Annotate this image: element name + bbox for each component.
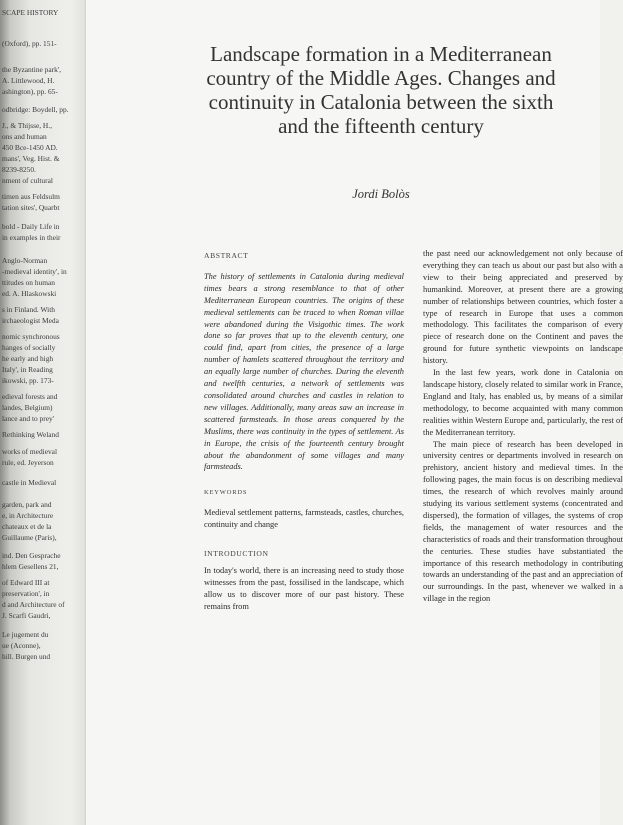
facing-page-text-fragment: irchaeologist Meda [2, 316, 59, 325]
facing-page-text-fragment: e, in Architecture [2, 511, 54, 520]
facing-page-text-fragment: A. Littlewood, H. [2, 76, 55, 85]
facing-page-text-fragment: hlem Gesellens 21, [2, 562, 59, 571]
facing-page-text-fragment: landes, Belgium) [2, 403, 53, 412]
facing-page-text-fragment: 8239-8250. [2, 165, 36, 174]
facing-page-text-fragment: ttitudes on human [2, 278, 55, 287]
facing-page-text-fragment: timen aus Feldsulm [2, 192, 60, 201]
facing-page-text-fragment: works of medieval [2, 447, 58, 456]
facing-page-text-fragment: hanges of socially [2, 343, 56, 352]
facing-page-text-fragment: Rethinking Weland [2, 430, 59, 439]
facing-page-text-fragment: (Oxford), pp. 151- [2, 39, 57, 48]
keywords-text: Medieval settlement patterns, farmsteads, castles, churches, continuity and change [204, 508, 404, 530]
facing-page-text-fragment: ed. A. Hlaskowski [2, 289, 57, 298]
introduction-paragraph: In today's world, there is an increasing need to study those witnesses from the past, fossilised in the landscape, which allow us to discover more of our past history. These remains from [204, 565, 404, 611]
facing-page-text-fragment: edieval forests and [2, 392, 58, 401]
facing-page-text-fragment: ind. Den Gesprache [2, 551, 61, 560]
facing-page-text-fragment: d and Architecture of [2, 600, 65, 609]
facing-page-text-fragment: J. Scarfi Gaudri, [2, 611, 51, 620]
body-paragraph-3: The main piece of research has been developed in university centres or departments involved in research on prehistory, ancient history and medieval times. In the following pages, the main focus is on describing medieval times, the research of which revolves mainly around studying its various settlement systems (concentrated and dispersed), the formation of villages, the systems of crop fields, the management of water resources and the characteristics of roads and their transformation throughout the centuries. These studies have substantiated the importance of this research methodology in contributing towards an understanding of the past and an appreciation of our surroundings. In the past, whenever we walked in a village in the region [423, 439, 623, 604]
facing-page-text-fragment: bold - Daily Life in [2, 222, 60, 231]
facing-page-text-fragment: ikowski, pp. 173- [2, 376, 54, 385]
facing-page-text-fragment: ashington), pp. 65- [2, 87, 58, 96]
facing-page-text-fragment: he early and high [2, 354, 54, 363]
abstract-text: The history of settlements in Catalonia during medieval times bears a strong resemblance to that of other Mediterranean European countries. The origins of these medieval settlements can be traced to when Roman villae were abandoned during the Visigothic times. The work done so far proves that up to the eleventh century, one could find, apart from cities, the presence of a large number of hamlets scattered throughout the territory and an equally large number of churches. During the eleventh and twelfth centuries, a network of settlements was consolidated around churches and castles in relation to new villages. Additionally, many areas saw an increase in scattered farmsteads. In those areas conquered by the Muslims, there was continuity in the types of settlement. As in Europe, the crisis of the fourteenth century brought about the abandonment of some villages and many farmsteads. [204, 271, 404, 472]
facing-page-text-fragment: J., & Thijsse, H., [2, 121, 52, 130]
facing-page-text-fragment: tation sites', Quarbt [2, 203, 60, 212]
body-paragraph-1: the past need our acknowledgement not only because of everything they can teach us about our past but also with a view to their being appreciated and preserved by humankind. Moreover, at present there are a growing number of relationships between countries, which foster a type of research in Europe that uses a common methodology. This facilitates the comparison of every piece of research done on the Continent and paves the ground for future synthetic viewpoints on landscape history. [423, 249, 623, 366]
facing-page-edge [0, 0, 86, 825]
facing-page-text-fragment: ons and human [2, 132, 47, 141]
facing-page-text-fragment: s in Finland. With [2, 305, 55, 314]
facing-page-text-fragment: SCAPE HISTORY [2, 8, 59, 17]
abstract-heading: ABSTRACT [204, 251, 249, 260]
article-author: Jordi Bolòs [352, 187, 410, 201]
facing-page-text-fragment: garden, park and [2, 500, 52, 509]
facing-page-text-fragment: ue (Aconne), [2, 641, 41, 650]
facing-page-text-fragment: Le jugement du [2, 630, 49, 639]
keywords-heading: KEYWORDS [204, 489, 248, 497]
facing-page-text-fragment: 450 Bce-1450 AD. [2, 143, 58, 152]
facing-page-text-fragment: in examples in their [2, 233, 61, 242]
facing-page-text-fragment: rule, ed. Jeyerson [2, 458, 54, 467]
facing-page-text-fragment: Guillaume (Paris), [2, 533, 57, 542]
facing-page-text-fragment: Anglo-Norman [2, 256, 48, 265]
article-title: Landscape formation in a Mediterranean country of the Middle Ages. Changes and continuity in Catalonia between the sixth and the fifteenth century [206, 42, 556, 138]
facing-page-text-fragment: of Edward III at [2, 578, 50, 587]
facing-page-text-fragment: -medieval identity', in [2, 267, 67, 276]
facing-page-text-fragment: mans', Veg. Hist. & [2, 154, 60, 163]
body-paragraph-2: In the last few years, work done in Catalonia on landscape history, closely related to similar work in France, England and Italy, has enabled us, by means of a similar methodology, to become acquainted with many common realities within Western Europe and, particularly, the rest of the Mediterranean territory. [423, 368, 623, 437]
introduction-heading: INTRODUCTION [204, 549, 269, 559]
facing-page-text-fragment: nment of cultural [2, 176, 53, 185]
facing-page-text-fragment: odbridge: Boydell, pp. [2, 105, 69, 114]
left-column [204, 250, 404, 613]
facing-page-text-fragment: Italy', in Reading [2, 365, 53, 374]
facing-page-text-fragment: lance and to prey' [2, 414, 55, 423]
facing-page-text-fragment: preservation', in [2, 589, 50, 598]
right-column [423, 248, 623, 605]
article-page [86, 0, 623, 825]
facing-page-text-fragment: nomic synchronous [2, 332, 60, 341]
facing-page-text-fragment: castle in Medieval [2, 478, 57, 487]
facing-page-text-fragment: chateaux et de la [2, 522, 52, 531]
facing-page-text-fragment: the Byzantine park', [2, 65, 61, 74]
facing-page-text-fragment: hill. Burgen und [2, 652, 51, 661]
